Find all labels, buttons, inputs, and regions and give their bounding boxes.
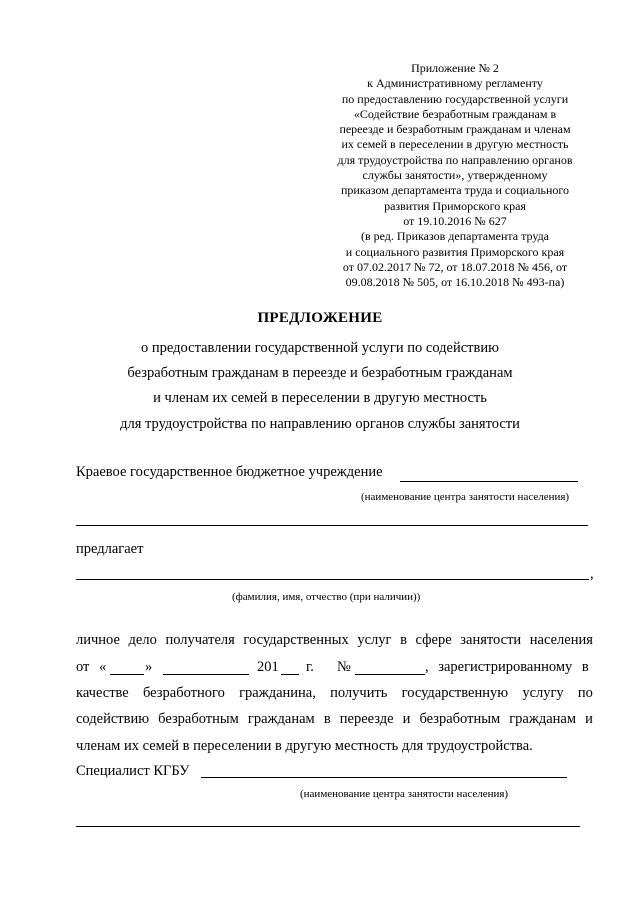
number-sign: №: [337, 659, 351, 675]
body-word: услугу: [522, 685, 564, 701]
appendix-line: для трудоустройства по направлению органов: [337, 152, 573, 167]
body-word: в: [323, 711, 331, 727]
registered-tail: , зарегистрированному в: [425, 659, 589, 675]
appendix-line: от 07.02.2017 № 72, от 18.07.2018 № 456, от: [342, 259, 568, 274]
body-word: дело: [128, 632, 157, 648]
body-word: государственную: [401, 685, 509, 701]
institution-hint: (наименование центра занятости населения): [361, 491, 570, 503]
subtitle-line: и членам их семей в переселении в другую местность: [153, 390, 487, 407]
institution-name-field[interactable]: [400, 481, 578, 482]
registration-number-field[interactable]: [355, 674, 425, 675]
body-line-4: [76, 711, 593, 728]
body-word: населения: [529, 632, 593, 648]
body-word: по: [577, 685, 593, 701]
appendix-line: их семей в переселении в другую местность: [341, 137, 569, 152]
body-word: получателя: [165, 632, 235, 648]
appendix-line: Приложение № 2: [411, 61, 499, 75]
specialist-label: Специалист КГБУ: [76, 763, 190, 779]
open-quote: «: [99, 659, 107, 675]
appendix-line: от 19.10.2016 № 627: [403, 213, 507, 228]
document-title: ПРЕДЛОЖЕНИЕ: [257, 310, 383, 326]
body-word: государственных: [243, 632, 349, 648]
appendix-line: «Содействие безработным гражданам в: [353, 106, 557, 121]
subtitle-line: о предоставлении государственной услуги по содействию: [141, 340, 499, 356]
appendix-header: [300, 61, 610, 290]
body-line-1: [76, 632, 593, 649]
day-field[interactable]: [110, 674, 144, 675]
body-word: гражданам: [509, 711, 577, 727]
appendix-line: 09.08.2018 № 505, от 16.10.2018 № 493-па): [345, 275, 565, 290]
body-word: гражданам: [247, 711, 315, 727]
body-word: услуг: [357, 632, 392, 648]
close-quote: »: [145, 659, 153, 675]
appendix-line: (в ред. Приказов департамента труда: [360, 229, 550, 244]
full-name-field[interactable]: [76, 579, 589, 580]
date-from-label: от: [76, 659, 90, 675]
body-word: качестве: [76, 685, 129, 701]
body-line-5: членам их семей в переселении в другую местность для трудоустройства.: [76, 738, 533, 754]
year-field[interactable]: [281, 674, 299, 675]
body-word: в: [400, 632, 407, 648]
body-line-3: [76, 685, 593, 702]
body-word: безработным: [158, 711, 239, 727]
appendix-line: к Административному регламенту: [367, 76, 543, 91]
body-word: гражданина,: [239, 685, 316, 701]
specialist-field-continued[interactable]: [76, 826, 580, 827]
document-subtitle: [40, 336, 600, 437]
full-name-comma: ,: [590, 566, 594, 582]
body-word: безработным: [419, 711, 501, 727]
body-word: безработного: [142, 685, 225, 701]
appendix-line: по предоставлению государственной услуги: [341, 91, 569, 106]
body-word: содействию: [76, 711, 150, 727]
appendix-line: переезде и безработным гражданам и членам: [339, 122, 571, 137]
body-word: и: [585, 711, 593, 727]
body-word: личное: [76, 632, 120, 648]
subtitle-line: безработным гражданам в переезде и безработным гражданам: [127, 365, 513, 382]
year-prefix: 201: [257, 659, 279, 675]
institution-name-field-continued[interactable]: [76, 525, 588, 526]
appendix-line: развития Приморского края: [384, 198, 526, 213]
body-word: получить: [330, 685, 388, 701]
offers-label: предлагает: [76, 541, 144, 557]
specialist-field[interactable]: [201, 777, 567, 778]
body-word: и: [402, 711, 411, 727]
institution-label: Краевое государственное бюджетное учреждение: [76, 464, 383, 480]
year-suffix: г.: [306, 659, 314, 675]
body-word: переезде: [339, 711, 394, 727]
appendix-line: и социального развития Приморского края: [345, 244, 565, 259]
month-field[interactable]: [163, 674, 249, 675]
specialist-hint: (наименование центра занятости населения): [300, 788, 509, 800]
body-word: занятости: [460, 632, 522, 648]
appendix-line: службы занятости», утвержденному: [362, 168, 548, 183]
full-name-hint: (фамилия, имя, отчество (при наличии)): [232, 591, 421, 603]
subtitle-line: для трудоустройства по направлению органов службы занятости: [120, 415, 520, 432]
appendix-line: приказом департамента труда и социального: [340, 183, 570, 198]
body-word: сфере: [415, 632, 452, 648]
